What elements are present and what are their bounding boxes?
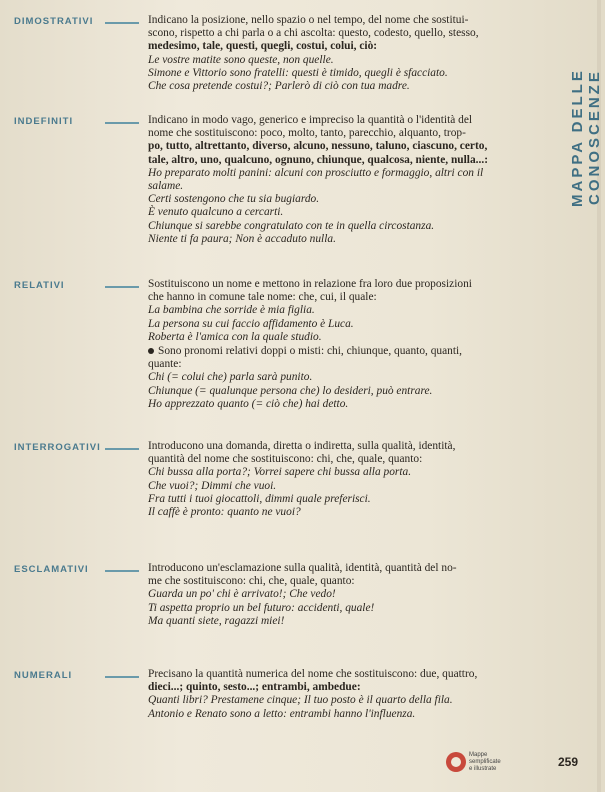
example-line: Certi sostengono che tu sia bugiardo. (148, 193, 320, 206)
bullet-icon (148, 348, 154, 354)
definition-line: quante: (148, 358, 182, 371)
definition-line: Introducono una domanda, diretta o indiretta, sulla qualità, identità, (148, 440, 456, 452)
section-tag: ESCLAMATIVI (14, 564, 89, 575)
example-line: Ma quanti siete, ragazzi miei! (148, 614, 285, 627)
definition-line: scono, rispetto a chi parla o a chi ascolta: questo, codesto, quello, stesso, (148, 27, 479, 40)
example-line: La bambina che sorride è mia figlia. (148, 304, 315, 317)
definition-line: Indicano la posizione, nello spazio o nel tempo, del nome che sostitui- (148, 14, 469, 26)
page-number: 259 (558, 755, 579, 769)
brand-line: e illustrate (469, 766, 497, 772)
definition-line: medesimo, tale, questi, quegli, costui, colui, ciò: (148, 40, 378, 53)
example-line: Le vostre matite sono queste, non quelle. (148, 53, 334, 66)
tag-rule (105, 570, 139, 572)
section-body (148, 668, 560, 721)
example-line: Il caffè è pronto: quanto ne vuoi? (148, 506, 301, 519)
tag-rule (105, 448, 139, 450)
definition-line: Introducono un'esclamazione sulla qualità, identità, quantità del no- (148, 562, 457, 574)
section-tag: RELATIVI (14, 280, 65, 291)
example-line: Chiunque si sarebbe congratulato con te in quella circostanza. (148, 219, 435, 232)
definition-line: me che sostituiscono: chi, che, quale, quanto: (148, 575, 355, 588)
brand-text (469, 752, 549, 773)
example-line: Ho preparato molti panini: alcuni con prosciutto e formaggio, altri con il (148, 166, 484, 179)
example-line: Chi bussa alla porta?; Vorrei sapere chi bussa alla porta. (148, 466, 412, 479)
definition-line: Precisano la quantità numerica del nome che sostituiscono: due, quattro, (148, 668, 478, 680)
bullet-line (148, 345, 560, 357)
example-line: Fra tutti i tuoi giocattoli, dimmi quale preferisci. (148, 492, 371, 505)
example-line: Ti aspetta proprio un bel futuro: accidenti, quale! (148, 601, 375, 614)
section-tag: INTERROGATIVI (14, 442, 101, 453)
tag-rule (105, 122, 139, 124)
tag-rule (105, 22, 139, 24)
example-line: Guarda un po' chi è arrivato!; Che vedo! (148, 588, 336, 601)
section-body (148, 278, 560, 411)
section-body (148, 14, 560, 93)
definition-line: che hanno in comune tale nome: che, cui, il quale: (148, 291, 377, 304)
definition-line: nome che sostituiscono: poco, molto, tanto, parecchio, alquanto, trop- (148, 127, 466, 140)
brand-logo-icon (446, 752, 466, 772)
section-body (148, 114, 560, 246)
section-tag: NUMERALI (14, 670, 73, 681)
example-line: Chiunque (= qualunque persona che) lo desideri, può entrare. (148, 384, 433, 397)
section-tag: INDEFINITI (14, 116, 74, 127)
definition-line: quantità del nome che sostituiscono: chi, che, quale, quanto: (148, 453, 423, 466)
example-line: Roberta è l'amica con la quale studio. (148, 330, 322, 343)
example-line: Che cosa pretende costui?; Parlerò di ciò con tua madre. (148, 80, 410, 93)
definition-line: dieci...; quinto, sesto...; entrambi, ambedue: (148, 681, 361, 694)
definition-line: Sostituiscono un nome e mettono in relazione fra loro due proposizioni (148, 278, 472, 290)
side-title: MAPPA DELLE CONOSCENZE (569, 68, 603, 207)
example-line: Che vuoi?; Dimmi che vuoi. (148, 479, 277, 492)
example-line: La persona su cui faccio affidamento è Luca. (148, 317, 354, 330)
brand-line: Mappe (469, 752, 488, 758)
bullet-text: Sono pronomi relativi doppi o misti: chi, chiunque, quanto, quanti, (158, 345, 463, 358)
tag-rule (105, 676, 139, 678)
example-line: Quanti libri? Prestamene cinque; Il tuo posto è il quarto della fila. (148, 694, 453, 707)
example-line: Ho apprezzato quanto (= ciò che) hai detto. (148, 397, 349, 410)
section-tag: DIMOSTRATIVI (14, 16, 94, 27)
example-line: Niente ti fa paura; Non è accaduto nulla. (148, 232, 336, 245)
definition-line: Indicano in modo vago, generico e impreciso la quantità o l'identità del (148, 114, 473, 126)
example-line: Simone e Vittorio sono fratelli: questi è timido, quegli è sfacciato. (148, 66, 448, 79)
example-line: salame. (148, 180, 184, 193)
brand-line: semplificate (469, 759, 501, 765)
definition-line: tale, altro, uno, qualcuno, ognuno, chiunque, qualcosa, niente, nulla...: (148, 153, 489, 166)
tag-rule (105, 286, 139, 288)
example-line: Chi (= colui che) parla sarà punito. (148, 371, 313, 384)
example-line: È venuto qualcuno a cercarti. (148, 206, 284, 219)
section-body (148, 562, 560, 628)
example-line: Antonio e Renato sono a letto: entrambi hanno l'influenza. (148, 707, 416, 720)
section-body (148, 440, 560, 519)
definition-line: po, tutto, altrettanto, diverso, alcuno, nessuno, taluno, ciascuno, certo, (148, 140, 488, 153)
